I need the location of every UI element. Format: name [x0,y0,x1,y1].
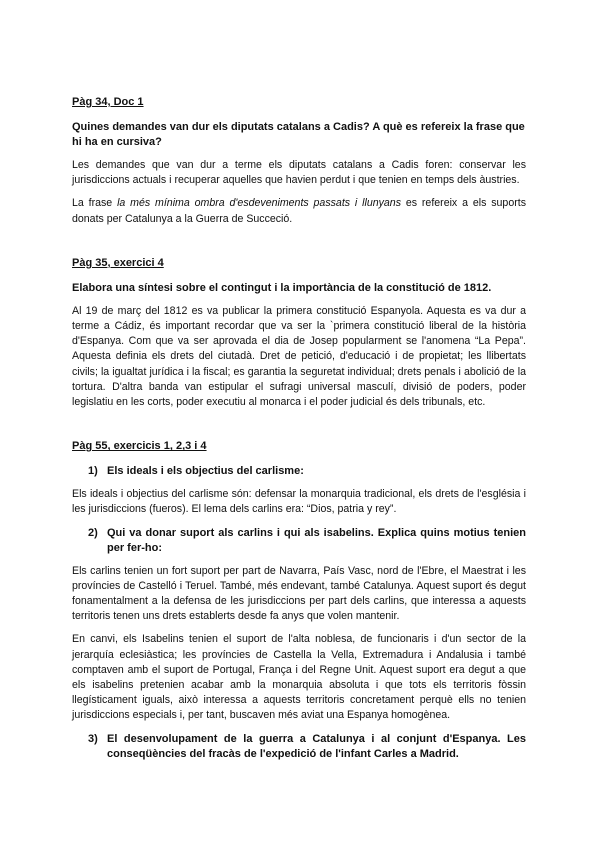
question-text: El desenvolupament de la guerra a Catalunya i al conjunt d'Espanya. Les conseqüències del fracàs de l'expedició de l'infant Carles a Madrid. [107,732,526,760]
answer-paragraph: Les demandes que van dur a terme els diputats catalans a Cadis foren: conservar les jurisdiccions actuals i recuperar aquelles que havien perdut i que tenien en temps dels àustries. [72,159,526,187]
section-reference: Pàg 34, Doc 1 [72,96,144,108]
answer-paragraph: Els carlins tenien un fort suport per part de Navarra, País Vasc, nord de l'Ebre, el Maestrat i les províncies de Castelló i Teruel. També, més endevant, també Catalunya. Aquest suport és degut fonamentalment a la defensa de les jurisdiccions per part dels carlins, que interessa a aquests territoris tenen uns drets establerts desde fa anys que volen mantenir. [72,564,526,623]
question-text: Els ideals i els objectius del carlisme: [107,465,304,478]
question-number: 3) [88,732,98,745]
numbered-question [72,464,526,479]
section-reference: Pàg 55, exercicis 1, 2,3 i 4 [72,440,207,453]
question-number: 1) [88,465,98,478]
section-pag-34 [72,96,526,227]
document-page [72,96,526,770]
question-number: 2) [88,526,98,539]
section-pag-55 [72,440,526,761]
section-pag-35 [72,257,526,410]
answer-paragraph: Els ideals i objectius del carlisme són: defensar la monarquia tradicional, els drets de l'església i les jurisdiccions (fueros). El lema dels carlins era: “Dios, patria y rey”. [72,488,526,516]
question-heading: Elabora una síntesi sobre el contingut i la importància de la constitució de 1812. [72,281,492,294]
answer-paragraph: Al 19 de març del 1812 es va publicar la primera constitució Espanyola. Aquesta es va dur a terme a Cádiz, és important recordar que va ser la `primera constitució liberal de la història d'Espanya. Com que va ser aprovada el dia de Josep popularment se l'anomena “La Pepa”. Aquesta definia els drets del ciutadà. Dret de petició, d'educació i de propietat; les llibertats civils; la igualtat jurídica i la fiscal; es garantia la seguretat individual; drets penals i abolició de la tortura. D'altra banda van estipular el sufragi universal masculí, divisió de poders, poder legislatiu en les corts, poder executiu al monarca i el poder judicial és dels tribunals, etc. [72,304,526,409]
italic-quote: la més mínima ombra d'esdeveniments passats i llunyans [117,197,401,210]
question-text: Qui va donar suport als carlins i qui als isabelins. Explica quins motius tenien per fer-ho: [107,526,526,554]
text-run: La frase [72,197,118,210]
answer-paragraph [72,196,526,226]
answer-paragraph: En canvi, els Isabelins tenien el suport de l'alta noblesa, de funcionaris i d'un sector de la jerarquía eclesiàstica; les províncies de Castella la Vella, Extremadura i Andalusia i també comptaven amb el suport de Portugal, França i del Regne Unit. Aquest suport era degut a que els isabelins pretenien acabar amb la monarquia absoluta i que tots els territoris fòssin llegísticament iguals, això interessa a aquests territoris concretament perquè ells no tenien jurisdiccions especials i, per tant, buscaven més aviat una Espanya homogènea. [72,633,526,722]
section-reference: Pàg 35, exercici 4 [72,256,164,269]
text-run: es refereix a els suports donats per Catalunya a la Guerra de Succeció. [72,197,526,225]
numbered-question [72,526,526,556]
numbered-question [72,732,526,762]
question-heading: Quines demandes van dur els diputats catalans a Cadis? A què es refereix la frase que hi ha en cursiva? [72,121,525,148]
